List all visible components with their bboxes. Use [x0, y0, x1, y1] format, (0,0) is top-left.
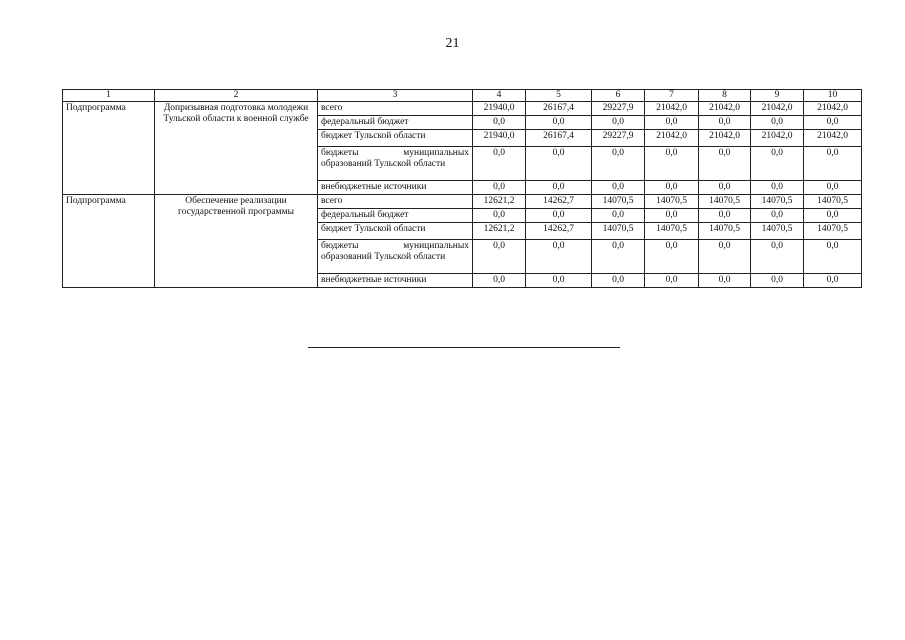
- amount-cell: 21042,0: [804, 102, 862, 116]
- amount-cell: 0,0: [699, 240, 751, 274]
- funding-source-cell: федеральный бюджет: [318, 209, 473, 223]
- amount-cell: 0,0: [645, 240, 699, 274]
- amount-cell: 14070,5: [645, 223, 699, 240]
- amount-cell: 0,0: [751, 116, 804, 130]
- column-header: 1: [63, 90, 155, 102]
- amount-cell: 0,0: [804, 240, 862, 274]
- amount-cell: 0,0: [526, 181, 592, 195]
- amount-cell: 14070,5: [592, 195, 645, 209]
- amount-cell: 0,0: [699, 209, 751, 223]
- amount-cell: 14070,5: [645, 195, 699, 209]
- amount-cell: 0,0: [592, 240, 645, 274]
- amount-cell: 14262,7: [526, 195, 592, 209]
- amount-cell: 0,0: [751, 240, 804, 274]
- amount-cell: 0,0: [804, 147, 862, 181]
- amount-cell: 0,0: [804, 116, 862, 130]
- table-row: [63, 102, 862, 116]
- column-header: 2: [155, 90, 318, 102]
- amount-cell: 0,0: [751, 274, 804, 288]
- amount-cell: 12621,2: [473, 195, 526, 209]
- column-header: 7: [645, 90, 699, 102]
- amount-cell: 0,0: [804, 209, 862, 223]
- amount-cell: 0,0: [645, 147, 699, 181]
- amount-cell: 0,0: [645, 274, 699, 288]
- amount-cell: 29227,9: [592, 130, 645, 147]
- amount-cell: 21042,0: [751, 102, 804, 116]
- funding-source-cell: всего: [318, 195, 473, 209]
- funding-source-cell: бюджет Тульской области: [318, 130, 473, 147]
- amount-cell: 12621,2: [473, 223, 526, 240]
- column-header: 8: [699, 90, 751, 102]
- amount-cell: 0,0: [645, 116, 699, 130]
- amount-cell: 0,0: [751, 147, 804, 181]
- funding-source-cell: внебюджетные источники: [318, 181, 473, 195]
- amount-cell: 0,0: [473, 274, 526, 288]
- amount-cell: 21042,0: [699, 102, 751, 116]
- amount-cell: 0,0: [526, 209, 592, 223]
- separator-line: [308, 347, 620, 348]
- amount-cell: 0,0: [699, 274, 751, 288]
- amount-cell: 14070,5: [699, 195, 751, 209]
- amount-cell: 14070,5: [592, 223, 645, 240]
- amount-cell: 0,0: [751, 181, 804, 195]
- amount-cell: 21042,0: [751, 130, 804, 147]
- amount-cell: 26167,4: [526, 130, 592, 147]
- amount-cell: 0,0: [699, 116, 751, 130]
- funding-source-cell: бюджет Тульской области: [318, 223, 473, 240]
- amount-cell: 0,0: [804, 181, 862, 195]
- funding-source-cell: внебюджетные источники: [318, 274, 473, 288]
- page-number: 21: [445, 36, 460, 51]
- program-type-cell: Подпрограмма: [63, 195, 155, 288]
- amount-cell: 0,0: [751, 209, 804, 223]
- amount-cell: 0,0: [473, 181, 526, 195]
- amount-cell: 0,0: [645, 181, 699, 195]
- amount-cell: 0,0: [526, 116, 592, 130]
- amount-cell: 14070,5: [804, 223, 862, 240]
- amount-cell: 0,0: [592, 209, 645, 223]
- amount-cell: 0,0: [592, 274, 645, 288]
- funding-source-cell: бюджеты муниципальных образований Тульской области: [318, 147, 473, 181]
- table-row: [63, 195, 862, 209]
- amount-cell: 21940,0: [473, 102, 526, 116]
- amount-cell: 0,0: [592, 116, 645, 130]
- funding-source-cell: федеральный бюджет: [318, 116, 473, 130]
- funding-source-cell: бюджеты муниципальных образований Тульской области: [318, 240, 473, 274]
- amount-cell: 0,0: [804, 274, 862, 288]
- column-header: 5: [526, 90, 592, 102]
- column-header: 10: [804, 90, 862, 102]
- program-name-cell: Допризывная подготовка молодежи Тульской области к военной службе: [155, 102, 318, 195]
- column-header: 6: [592, 90, 645, 102]
- amount-cell: 21042,0: [645, 130, 699, 147]
- column-header: 4: [473, 90, 526, 102]
- column-header: 9: [751, 90, 804, 102]
- amount-cell: 0,0: [473, 240, 526, 274]
- amount-cell: 21042,0: [645, 102, 699, 116]
- funding-source-cell: всего: [318, 102, 473, 116]
- amount-cell: 0,0: [526, 147, 592, 181]
- amount-cell: 0,0: [473, 116, 526, 130]
- amount-cell: 21042,0: [804, 130, 862, 147]
- budget-table: [62, 89, 862, 288]
- column-header: 3: [318, 90, 473, 102]
- amount-cell: 0,0: [592, 147, 645, 181]
- amount-cell: 14262,7: [526, 223, 592, 240]
- program-name-cell: Обеспечение реализации государственной программы: [155, 195, 318, 288]
- amount-cell: 14070,5: [751, 223, 804, 240]
- header-row: [63, 90, 862, 102]
- amount-cell: 0,0: [592, 181, 645, 195]
- amount-cell: 0,0: [473, 147, 526, 181]
- amount-cell: 0,0: [473, 209, 526, 223]
- amount-cell: 26167,4: [526, 102, 592, 116]
- amount-cell: 29227,9: [592, 102, 645, 116]
- amount-cell: 21042,0: [699, 130, 751, 147]
- amount-cell: 14070,5: [804, 195, 862, 209]
- amount-cell: 14070,5: [751, 195, 804, 209]
- program-type-cell: Подпрограмма: [63, 102, 155, 195]
- amount-cell: 0,0: [699, 181, 751, 195]
- amount-cell: 21940,0: [473, 130, 526, 147]
- amount-cell: 0,0: [645, 209, 699, 223]
- amount-cell: 0,0: [699, 147, 751, 181]
- amount-cell: 0,0: [526, 240, 592, 274]
- amount-cell: 14070,5: [699, 223, 751, 240]
- amount-cell: 0,0: [526, 274, 592, 288]
